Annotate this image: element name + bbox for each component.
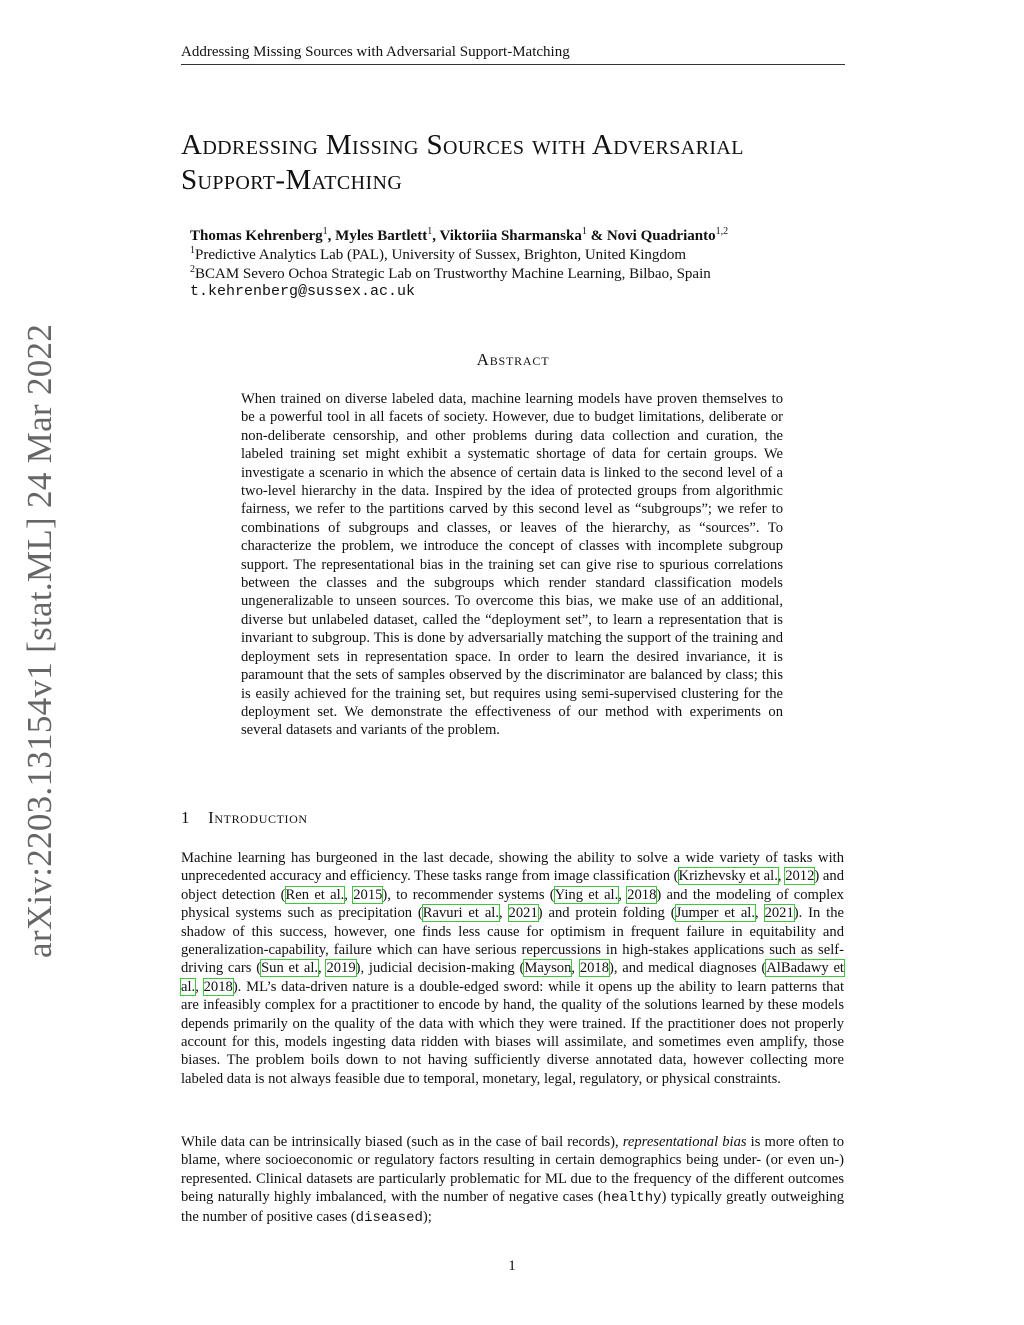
author: Myles Bartlett bbox=[335, 228, 428, 244]
citation-link[interactable]: 2018 bbox=[203, 978, 233, 995]
citation-link[interactable]: 2018 bbox=[579, 960, 609, 977]
citation-link[interactable]: Ying et al. bbox=[554, 886, 619, 903]
section-title: Introduction bbox=[208, 808, 308, 827]
citation-link[interactable]: 2019 bbox=[326, 960, 356, 977]
abstract-heading: Abstract bbox=[476, 350, 550, 369]
citation-link[interactable]: AlBadawy et al. bbox=[181, 960, 844, 995]
text-run: Machine learning has burgeoned in the last decade, showing the ability to solve a wide variety of tasks with unprecedented accuracy and efficiency. These tasks range from image classification ( bbox=[181, 850, 844, 885]
title-line-2: Support-Matching bbox=[181, 164, 403, 196]
text-run: ), to recommender systems ( bbox=[382, 886, 555, 903]
abstract-text: When trained on diverse labeled data, machine learning models have proven themselves to be a powerful tool in all facets of society. However, due to budget limitations, deliberate or non-deliberate censorship, and other problems during data collection and curation, the labeled training set might exhibit a systematic shortage of data for certain groups. We investigate a scenario in which the absence of certain data is linked to the second level of a two-level hierarchy in the data. Inspired by the idea of protected groups from algorithmic fairness, we refer to the partitions carved by this second level as “subgroups”; we refer to combinations of subgroups and classes, or leaves of the hierarchy, as “sources”. To characterize the problem, we introduce the concept of classes with incomplete subgroup support. The representational bias in the training set can give rise to spurious correlations between the classes and the subgroups which render standard classification models ungeneralizable to unseen sources. To overcome this bias, we make use of an additional, diverse but unlabeled dataset, called the “deployment set”, to learn a representation that is invariant to subgroup. This is done by adversarially matching the support of the training and deployment sets in representation space. In order to learn the desired invariance, it is paramount that the sets of samples observed by the discriminator are balanced by class; this is easily achieved for the training set, but requires using semi-supervised clustering for the deployment set. We demonstrate the effectiveness of our method with experiments on several datasets and variants of the problem. bbox=[241, 391, 783, 739]
text-run: , bbox=[499, 905, 509, 922]
paper-title bbox=[181, 128, 861, 198]
intro-paragraph-1 bbox=[181, 849, 844, 1088]
text-run: ). ML’s data-driven nature is a double-edged sword: while it opens up the ability to learn patterns that are infeasibly complex for a practitioner to encode by hand, the quality of the solutions learned by these models depends primarily on the quality of the data with which they were trained. If the practitioner does not properly account for this, models ingesting data ridden with biases will assimilate, and sometimes even amplify, those biases. The problem boils down to not having sufficiently diverse annotated data, however collecting more labeled data is not always feasible due to temporal, monetary, legal, regulatory, or physical constraints. bbox=[181, 978, 845, 1087]
affiliation-1: $^1$Predictive Analytics Lab (PAL), University of Sussex, Brighton, United Kingdom bbox=[190, 245, 687, 263]
citation-link[interactable]: Mayson bbox=[524, 960, 572, 977]
running-head: Addressing Missing Sources with Adversarial Support-Matching bbox=[181, 44, 845, 65]
citation-link[interactable]: 2021 bbox=[508, 905, 538, 922]
text-run: ), and medical diagnoses ( bbox=[609, 960, 767, 977]
citation-link[interactable]: 2015 bbox=[353, 886, 383, 903]
citation-link[interactable]: Jumper et al. bbox=[675, 905, 756, 922]
text-run: While data can be intrinsically biased (such as in the case of bail records), bbox=[181, 1134, 623, 1150]
arxiv-identifier: arXiv:2203.13154v1 [stat.ML] 24 Mar 2022 bbox=[20, 323, 59, 958]
title-line-1: Addressing Missing Sources with Adversarial bbox=[181, 129, 744, 161]
text-run: , bbox=[318, 960, 327, 977]
text-run: ) typically greatly outweighing the number of positive cases ( bbox=[181, 1189, 844, 1225]
author: Viktoriia Sharmanska bbox=[439, 228, 582, 244]
author: Thomas Kehrenberg bbox=[190, 228, 323, 244]
author-list: Thomas Kehrenberg$^1$, Myles Bartlett$^1$, Viktoriia Sharmanska$^1$ & Novi Quadrianto$^{1,2}$ bbox=[190, 226, 729, 244]
intro-paragraph-2 bbox=[181, 1133, 844, 1227]
section-heading bbox=[181, 808, 308, 828]
citation-link[interactable]: 2021 bbox=[764, 905, 794, 922]
text-run: , bbox=[618, 886, 628, 903]
text-run: , bbox=[344, 886, 354, 903]
text-run: ); bbox=[422, 1208, 432, 1225]
affiliation-2: $^2$BCAM Severo Ochoa Strategic Lab on Trustworthy Machine Learning, Bilbao, Spain bbox=[190, 264, 711, 282]
text-run: ) and the modeling of complex physical systems such as precipitation ( bbox=[181, 886, 844, 922]
text-run: , bbox=[777, 868, 786, 885]
citation-link[interactable]: Ren et al. bbox=[285, 886, 345, 903]
code-term: healthy bbox=[602, 1190, 662, 1207]
code-term: diseased bbox=[355, 1209, 423, 1226]
page-number: 1 bbox=[508, 1258, 516, 1274]
emphasis-text: representational bias bbox=[622, 1134, 747, 1150]
text-run: ), judicial decision-making ( bbox=[355, 960, 525, 977]
text-run: ) and protein folding ( bbox=[537, 905, 676, 922]
citation-link[interactable]: Krizhevsky et al. bbox=[678, 868, 778, 885]
text-run: , bbox=[195, 978, 204, 995]
section-number: 1 bbox=[181, 808, 191, 827]
text-run: , bbox=[571, 960, 580, 977]
text-run: ). In the shadow of this success, however, one finds less cause for optimism in frequent failure in equitability and generalization-capability, failure which can have serious repercussions in high-stakes applications such as self-driving cars ( bbox=[181, 905, 845, 977]
citation-link[interactable]: Sun et al. bbox=[261, 960, 319, 977]
text-run: , bbox=[755, 905, 765, 922]
author: Novi Quadrianto bbox=[606, 228, 716, 244]
text-run: is more often to blame, where socioeconomic or regulatory factors resulting in certain demographics being under- (or even un-) represented. Clinical datasets are particularly problematic for ML due to the frequency of the different outcomes being naturally highly imbalanced, with the number of negative cases ( bbox=[181, 1134, 844, 1206]
citation-link[interactable]: 2012 bbox=[785, 868, 815, 885]
text-run: ) and object detection ( bbox=[181, 868, 844, 903]
author-email[interactable]: t.kehrenberg@sussex.ac.uk bbox=[190, 283, 416, 300]
citation-link[interactable]: 2018 bbox=[627, 886, 657, 903]
citation-link[interactable]: Ravuri et al. bbox=[422, 905, 499, 922]
